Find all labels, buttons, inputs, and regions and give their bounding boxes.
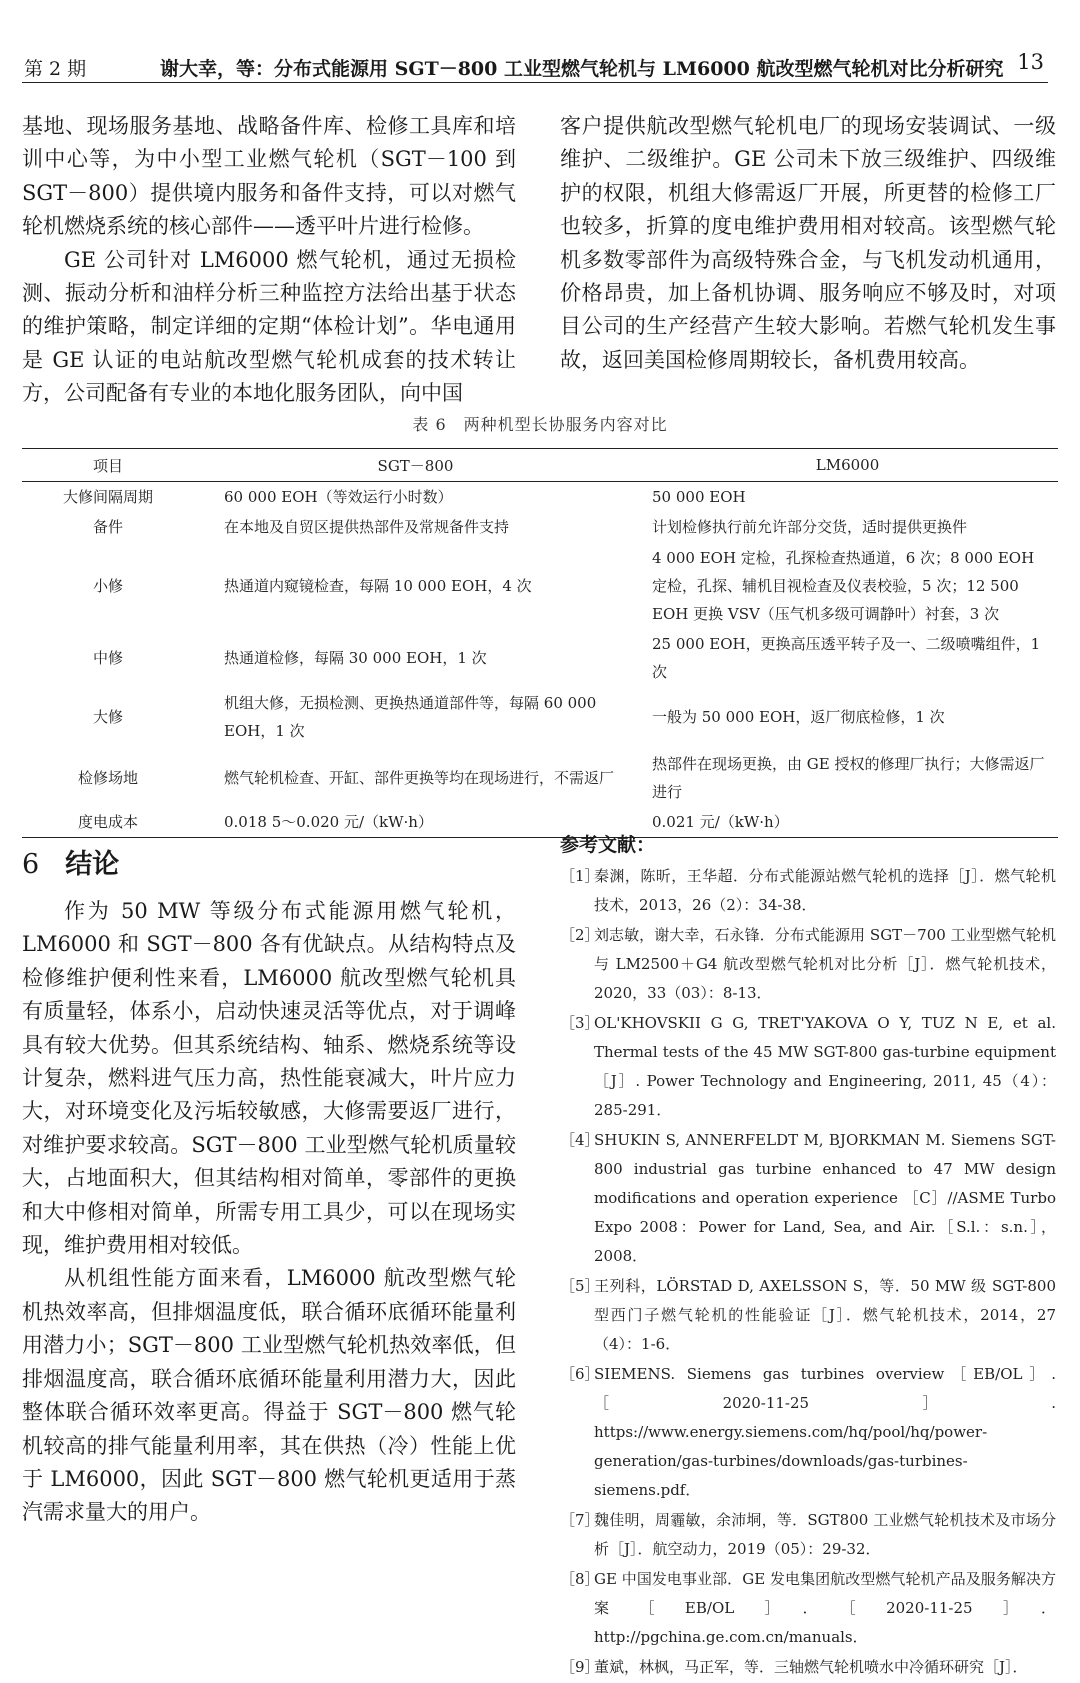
reference-item: ［2］ 刘志敏，谢大幸，石永锋．分布式能源用 SGT－700 工业型燃气轮机与 LM2500＋G4 航改型燃气轮机对比分析［J］．燃气轮机技术，2020，33（03）：8-13． bbox=[560, 926, 1056, 1002]
section-title: 结论 bbox=[65, 849, 120, 880]
reference-item: ［7］ 魏佳明，周霾敏，余沛垌，等．SGT800 工业燃气轮机技术及市场分析［J］．航空动力，2019（05）：29-32． bbox=[560, 1511, 1056, 1558]
reference-item: ［9］ 董斌，林枫，马正军，等．三轴燃气轮机喷水中冷循环研究［J］． bbox=[560, 1658, 1028, 1676]
reference-item: ［5］ 王列科，LÖRSTAD D, AXELSSON S，等．50 MW 级 SGT-800 型西门子燃气轮机的性能验证［J］．燃气轮机技术，2014，27（4）：1-6． bbox=[560, 1277, 1056, 1353]
table-header-row bbox=[22, 449, 1058, 482]
sgt-cell: 热通道内窥镜检查，每隔 10 000 EOH，4 次 bbox=[224, 576, 532, 595]
lm-cell: 25 000 EOH，更换高压透平转子及一、二级喷嘴组件，1 次 bbox=[652, 634, 1041, 681]
reference-item: ［4］ SHUKIN S, ANNERFELDT M, BJORKMAN M. Siemens SGT-800 industrial gas turbine enhanced to 47 MW design modifications and operation experience ［C］//ASME Turbo Expo 2008：Power for Land, Sea, and Air.［S.l.：s.n.］，2008． bbox=[560, 1131, 1056, 1265]
section-number: 6 bbox=[22, 849, 40, 880]
sgt-cell: 0.018 5～0.020 元/（kW·h） bbox=[194, 808, 637, 838]
lm-cell: 0.021 元/（kW·h） bbox=[637, 808, 1058, 838]
lm-cell: 一般为 50 000 EOH，返厂彻底检修，1 次 bbox=[652, 707, 945, 726]
sgt-cell: 60 000 EOH（等效运行小时数） bbox=[224, 487, 453, 506]
page-number: 13 bbox=[1017, 50, 1044, 74]
lm-cell: 50 000 EOH bbox=[652, 487, 746, 506]
table-row bbox=[22, 686, 1058, 748]
left-column-top bbox=[22, 110, 516, 411]
table-caption: 表 6 两种机型长协服务内容对比 bbox=[412, 415, 668, 434]
column-header: SGT－800 bbox=[194, 449, 637, 482]
lm-cell: 计划检修执行前允许部分交货，适时提供更换件 bbox=[652, 517, 968, 536]
right-column-top bbox=[560, 110, 1056, 377]
running-header bbox=[22, 48, 1048, 83]
paragraph: GE 公司针对 LM6000 燃气轮机，通过无损检测、振动分析和油样分析三种监控方法给出基于状态的维护策略，制定详细的定期“体检计划”。华电通用是 GE 认证的电站航改型燃气轮机成套的技术转让方，公司配备有专业的本地化服务团队，向中国 bbox=[22, 247, 516, 406]
table-row bbox=[22, 630, 1058, 686]
row-label: 检修场地 bbox=[77, 768, 138, 787]
table-row bbox=[22, 542, 1058, 630]
column-header: 项目 bbox=[22, 449, 194, 482]
row-label: 中修 bbox=[92, 648, 123, 667]
row-label: 度电成本 bbox=[22, 808, 194, 838]
paragraph: 从机组性能方面来看，LM6000 航改型燃气轮机热效率高，但排烟温度低，联合循环底循环能量利用潜力小；SGT－800 工业型燃气轮机热效率低，但排烟温度高，联合循环底循环能量利用潜力大，因此整体联合循环效率更高。得益于 SGT－800 燃气轮机较高的排气能量利用率，其在供热（冷）性能上优于 LM6000，因此 SGT－800 燃气轮机更适用于蒸汽需求量大的用户。 bbox=[22, 1266, 516, 1525]
table-row bbox=[22, 512, 1058, 542]
lm-cell: 热部件在现场更换，由 GE 授权的修理厂执行；大修需返厂进行 bbox=[652, 754, 1045, 801]
section-heading bbox=[22, 842, 119, 881]
column-header: LM6000 bbox=[637, 449, 1058, 482]
comparison-table bbox=[22, 448, 1058, 838]
row-label: 备件 bbox=[92, 517, 123, 536]
row-label: 大修 bbox=[92, 707, 123, 726]
sgt-cell: 在本地及自贸区提供热部件及常规备件支持 bbox=[224, 517, 510, 536]
sgt-cell: 热通道检修，每隔 30 000 EOH，1 次 bbox=[224, 648, 487, 667]
references-heading: 参考文献： bbox=[560, 834, 656, 856]
reference-item: ［3］ OL'KHOVSKII G G, TRET'YAKOVA O Y, TUZ N E, et al. Thermal tests of the 45 MW SGT-800 gas-turbine equipment［J］. Power Technology and Engineering, 2011, 45（4）：285-291． bbox=[560, 1014, 1056, 1119]
reference-item: ［1］ 秦渊，陈昕，王华超．分布式能源站燃气轮机的选择［J］．燃气轮机技术，2013，26（2）：34-38． bbox=[560, 867, 1056, 914]
running-title: 谢大幸，等：分布式能源用 SGT－800 工业型燃气轮机与 LM6000 航改型燃气轮机对比分析研究 bbox=[160, 58, 1004, 80]
table-row bbox=[22, 748, 1058, 808]
lm-cell: 4 000 EOH 定检，孔探检查热通道，6 次；8 000 EOH 定检，孔探、辅机目视检查及仪表校验，5 次；12 500 EOH 更换 VSV（压气机多级可调静叶）衬套，3 次 bbox=[652, 548, 1035, 623]
row-label: 大修间隔周期 bbox=[62, 487, 153, 506]
paragraph: 作为 50 MW 等级分布式能源用燃气轮机，LM6000 和 SGT－800 各有优缺点。从结构特点及检修维护便利性来看，LM6000 航改型燃气轮机具有质量轻，体系小，启动快速灵活等优点，对于调峰具有较大优势。但其系统结构、轴系、燃烧系统等设计复杂，燃料进气压力高，热性能衰减大，叶片应力大，对环境变化及污垢较敏感，大修需要返厂进行，对维护要求较高。SGT－800 工业型燃气轮机质量较大，占地面积大，但其结构相对简单，零部件的更换和大中修相对简单，所需专用工具少，可以在现场实现，维护费用相对较低。 bbox=[22, 899, 516, 1258]
sgt-cell: 机组大修，无损检测、更换热通道部件等，每隔 60 000 EOH，1 次 bbox=[224, 693, 597, 740]
paragraph: 客户提供航改型燃气轮机电厂的现场安装调试、一级维护、二级维护。GE 公司未下放三级维护、四级维护的权限，机组大修需返厂开展，所更替的检修工厂也较多，折算的度电维护费用相对较高。该型燃气轮机多数零部件为高级特殊合金，与飞机发动机通用，价格昂贵，加上备机协调、服务响应不够及时，对项目公司的生产经营产生较大影响。若燃气轮机发生事故，返回美国检修周期较长，备机费用较高。 bbox=[560, 114, 1056, 372]
left-column-bottom bbox=[22, 895, 516, 1530]
row-label: 小修 bbox=[92, 576, 123, 595]
reference-item: ［8］ GE 中国发电事业部．GE 发电集团航改型燃气轮机产品及服务解决方案［EB/OL］．［2020-11-25］．http://pgchina.ge.com.cn/manuals． bbox=[560, 1570, 1056, 1646]
references-list bbox=[560, 862, 1056, 1683]
table-row bbox=[22, 482, 1058, 512]
paragraph: 基地、现场服务基地、战略备件库、检修工具库和培训中心等，为中小型工业燃气轮机（SGT－100 到 SGT－800）提供境内服务和备件支持，可以对燃气轮机燃烧系统的核心部件——透平叶片进行检修。 bbox=[22, 114, 516, 239]
table-row bbox=[22, 808, 1058, 838]
issue-number: 第 2 期 bbox=[24, 58, 87, 80]
reference-item: ［6］ SIEMENS. Siemens gas turbines overview［EB/OL］.［2020-11-25］. https://www.energy.siemens.com/hq/pool/hq/power-generation/gas-turbines/downloads/gas-turbines-siemens.pdf． bbox=[560, 1365, 1056, 1499]
sgt-cell: 燃气轮机检查、开缸、部件更换等均在现场进行，不需返厂 bbox=[224, 768, 615, 787]
